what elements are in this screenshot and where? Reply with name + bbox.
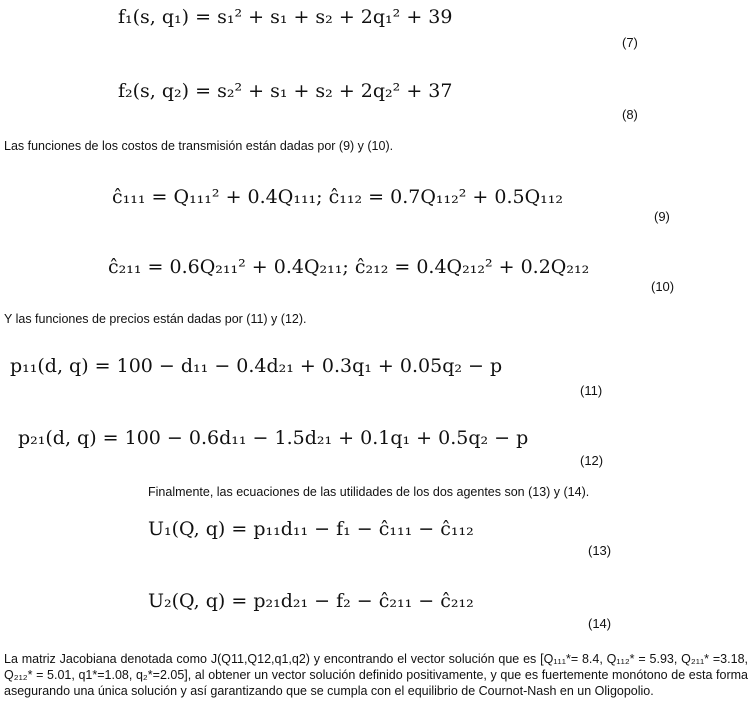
equation-number-8: (8): [622, 107, 638, 122]
equation-number-11: (11): [580, 383, 603, 398]
costos-paragraph: Las funciones de los costos de transmisión están dadas por (9) y (10).: [4, 139, 394, 153]
equation-number-10: (10): [651, 279, 675, 294]
equation-13: U₁(Q, q) = p₁₁d₁₁ − f₁ − ĉ₁₁₁ − ĉ₁₁₂: [148, 518, 474, 540]
equation-10: ĉ₂₁₁ = 0.6Q₂₁₁² + 0.4Q₂₁₁; ĉ₂₁₂ = 0.4Q₂₁₂² + 0.2Q₂₁₂: [108, 256, 590, 278]
equation-8: f₂(s, q₂) = s₂² + s₁ + s₂ + 2q₂² + 37: [118, 80, 453, 102]
equation-number-7: (7): [622, 35, 638, 50]
conclusion-paragraph: La matriz Jacobiana denotada como J(Q11,Q12,q1,q2) y encontrando el vector solución que es [Q₁₁₁*= 8.4, Q₁₁₂* = 5.93, Q₂₁₁* =3.18, Q₂₁₂* = 5.01, q1*=1.08, q₂*=2.05], al obtener un vector solución definido positivamente, y que es fuertemente monótono de esta forma asegurando una única solución y así garantizando que se cumpla con el equilibrio de Cournot-Nash en un Oligopolio.: [4, 652, 748, 698]
equation-12: p₂₁(d, q) = 100 − 0.6d₁₁ − 1.5d₂₁ + 0.1q₁ + 0.5q₂ − p: [18, 427, 529, 449]
equation-number-12: (12): [580, 453, 604, 468]
equation-11: p₁₁(d, q) = 100 − d₁₁ − 0.4d₂₁ + 0.3q₁ + 0.05q₂ − p: [10, 355, 503, 377]
utilidades-paragraph: Finalmente, las ecuaciones de las utilidades de los dos agentes son (13) y (14).: [148, 485, 590, 499]
equation-number-9: (9): [654, 209, 670, 224]
equation-number-13: (13): [588, 543, 612, 558]
equation-number-14: (14): [588, 616, 612, 631]
precios-paragraph: Y las funciones de precios están dadas por (11) y (12).: [4, 312, 307, 326]
equation-9: ĉ₁₁₁ = Q₁₁₁² + 0.4Q₁₁₁; ĉ₁₁₂ = 0.7Q₁₁₂² + 0.5Q₁₁₂: [112, 186, 564, 208]
equation-14: U₂(Q, q) = p₂₁d₂₁ − f₂ − ĉ₂₁₁ − ĉ₂₁₂: [148, 590, 474, 612]
equation-7: f₁(s, q₁) = s₁² + s₁ + s₂ + 2q₁² + 39: [118, 6, 453, 28]
